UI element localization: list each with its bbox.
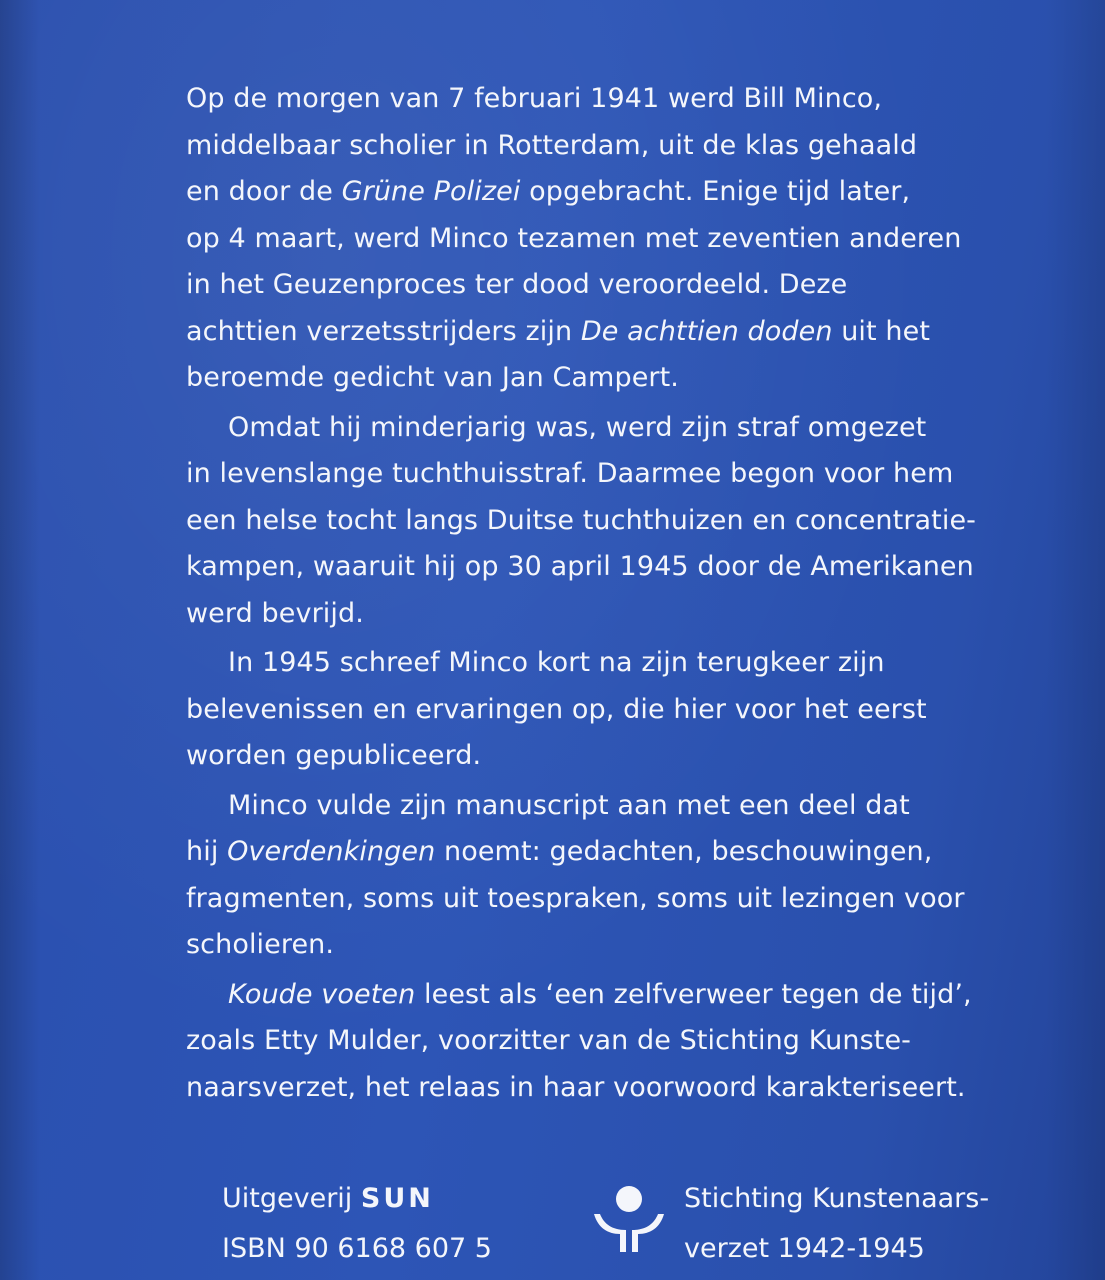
text-line: [186, 309, 1016, 356]
right-edge-shadow: [1045, 0, 1105, 1280]
left-edge-shadow: [0, 0, 40, 1280]
text-line: naarsverzet, het relaas in haar voorwoord karakteriseert.: [186, 1071, 966, 1103]
text-line: zoals Etty Mulder, voorzitter van de Stichting Kunste-: [186, 1025, 912, 1056]
italic-title: Grüne Polizei: [341, 176, 521, 207]
text-line: in het Geuzenproces ter dood veroordeeld. Deze: [186, 269, 848, 300]
foundation-info: [684, 1174, 989, 1274]
paragraph-2: [186, 405, 1016, 638]
paragraph-3: [186, 640, 1016, 780]
paragraph-1: [186, 76, 1016, 402]
text-line: belevenissen en ervaringen op, die hier voor het eerst: [186, 693, 927, 725]
text-line: worden gepubliceerd.: [186, 740, 482, 771]
text-segment: leest als ‘een zelfverweer tegen de tijd’,: [415, 978, 972, 1010]
text-line: [186, 972, 1016, 1019]
text-line: In 1945 schreef Minco kort na zijn terugkeer zijn: [228, 647, 885, 678]
italic-title: Overdenkingen: [227, 836, 436, 867]
publisher-info: [222, 1174, 492, 1274]
stichting-kunstenaarsverzet-logo-icon: [592, 1184, 666, 1254]
text-segment: achttien verzetsstrijders zijn: [186, 315, 581, 347]
blurb-text: [186, 76, 1016, 1114]
text-line: [186, 829, 1016, 876]
text-line: op 4 maart, werd Minco tezamen met zeventien anderen: [186, 222, 962, 254]
text-line: kampen, waaruit hij op 30 april 1945 door de Amerikanen: [186, 551, 974, 582]
italic-title: De achttien doden: [580, 315, 833, 347]
text-line: beroemde gedicht van Jan Campert.: [186, 362, 679, 393]
text-segment: opgebracht. Enige tijd later,: [520, 176, 911, 207]
publisher-line: [222, 1174, 492, 1224]
paragraph-5: [186, 972, 1016, 1112]
italic-title: Koude voeten: [228, 978, 416, 1010]
text-segment: noemt: gedachten, beschouwingen,: [435, 836, 933, 867]
text-line: fragmenten, soms uit toespraken, soms uit lezingen voor: [186, 882, 965, 914]
text-line: werd bevrijd.: [186, 597, 364, 629]
text-line: in levenslange tuchthuisstraf. Daarmee begon voor hem: [186, 458, 954, 489]
isbn: ISBN 90 6168 607 5: [222, 1233, 492, 1264]
foundation-name-line-1: Stichting Kunstenaars-: [684, 1183, 990, 1214]
text-segment: en door de: [186, 176, 342, 207]
text-segment: uit het: [832, 315, 931, 347]
text-line: scholieren.: [186, 929, 335, 960]
foundation-name-line-2: verzet 1942-1945: [684, 1233, 925, 1264]
text-segment: hij: [186, 836, 228, 867]
text-line: een helse tocht langs Duitse tuchthuizen en concentratie-: [186, 504, 977, 536]
text-line: [186, 169, 1016, 216]
text-line: Op de morgen van 7 februari 1941 werd Bill Minco,: [186, 83, 883, 114]
text-line: middelbaar scholier in Rotterdam, uit de klas gehaald: [186, 129, 918, 161]
publisher-name: SUN: [360, 1183, 434, 1214]
paragraph-4: [186, 783, 1016, 969]
text-line: Minco vulde zijn manuscript aan met een deel dat: [228, 789, 910, 821]
text-line: Omdat hij minderjarig was, werd zijn straf omgezet: [228, 411, 927, 443]
publisher-prefix: Uitgeverij: [222, 1183, 361, 1214]
